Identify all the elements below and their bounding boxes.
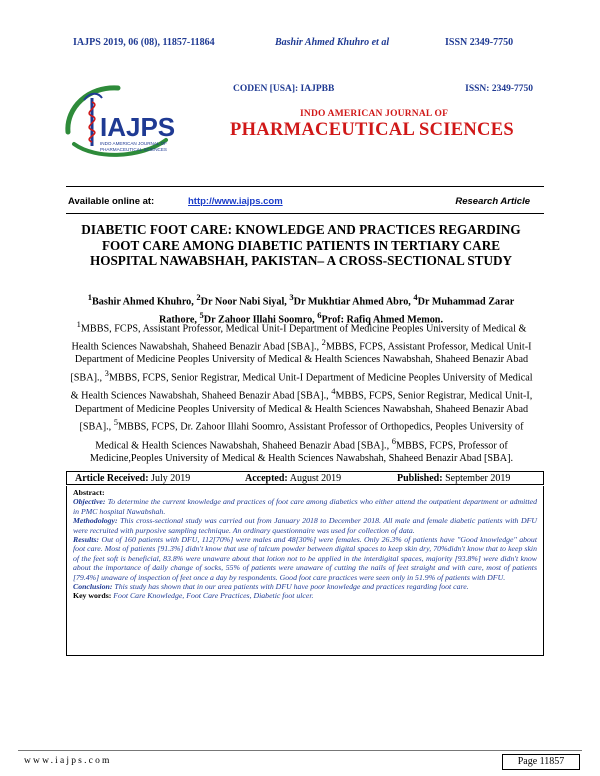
affiliation-item: MBBS, FCPS, Professor of Medicine,Peoples University of Medical & Health Sciences Nawabshah, Shaheed Benazir Abad [SBA].	[89, 439, 514, 464]
accepted-date: Accepted: August 2019	[245, 473, 342, 484]
svg-text:INDO AMERICAN JOURNAL OF: INDO AMERICAN JOURNAL OF	[100, 141, 167, 146]
keywords: Key words: Foot Care Knowledge, Foot Care Practices, Diabetic foot ulcer.	[73, 591, 314, 601]
article-type: Research Article	[455, 196, 530, 207]
affiliation-item: MBBS, FCPS, Assistant Professor, Medical Unit-I Department of Medicine Peoples University of Medical & Health Sciences Nawabshah, Shaheed Benazir Abad [SBA].,	[71, 323, 527, 353]
citation-text: IAJPS 2019, 06 (08), 11857-11864	[73, 37, 215, 48]
abstract-results: Results: Out of 160 patients with DFU, 112[70%] were males and 48[30%] were females. Only 26.3% of patients have "Good knowledge" about foot care. Most of patients [91.3%] didn't know that use of talcum powder between digital spaces to keep skin dry, 70%didn't know that to keep skin of the feet soft is beneficial, 83.8% were unaware about that lotion not to be applied in the interdigital spaces, majority [93.8%] were didn't know about the importance of daily change of socks, 55% of patients were unaware of cutting the nails of feet straight and with care, most of patients [79.4%] unaware of inspection of feet once a day by respondents. Good foot care practices were seen only in 51.9% of patients with DFU.	[73, 535, 538, 582]
author-name: Dr Mukhtiar Ahmed Abro,	[293, 296, 414, 308]
running-author: Bashir Ahmed Khuhro et al	[275, 37, 390, 48]
abstract-heading: Abstract:	[73, 488, 105, 497]
availability-rule	[66, 213, 544, 214]
running-head	[0, 37, 600, 53]
abstract-methodology: Methodology: This cross-sectional study was carried out from January 2018 to December 2018. All male and female diabetic patients with DFU were recruited with purposive sampling technique. An ordinary questionnaire was used for collection of data.	[73, 516, 537, 535]
affiliation-item: MBBS, FCPS, Senior Registrar, Medical Unit-I, Department of Medicine Peoples University of Medical & Health Sciences Nawabshah, Shaheed Benazir Abad [SBA].,	[74, 390, 533, 433]
author-name: Dr Zahoor Illahi Soomro,	[203, 314, 318, 326]
author-name: Prof: Rafiq Ahmed Memon.	[321, 314, 444, 326]
article-dates-bar	[66, 471, 544, 485]
footer-website: www.iajps.com	[24, 756, 112, 766]
logo-emblem-icon	[62, 80, 212, 164]
footer-rule	[18, 750, 582, 751]
journal-subtitle: INDO AMERICAN JOURNAL OF	[300, 109, 449, 119]
journal-logo	[62, 80, 212, 164]
issn-text: ISSN: 2349-7750	[465, 84, 533, 94]
author-name: Bashir Ahmed Khuhro,	[92, 296, 197, 308]
page-footer	[18, 754, 582, 772]
affiliation-item: MBBS, FCPS, Senior Registrar, Medical Unit-I Department of Medicine Peoples University of Medical & Health Sciences Nawabshah, Shaheed Benazir Abad [SBA].,	[70, 372, 533, 402]
affiliation-item: MBBS, FCPS, Dr. Zahoor Illahi Soomro, Assistant Professor of Orthopedics, Peoples University of Medical & Health Sciences Nawabshah, Shaheed Benazir Abad [SBA].,	[95, 421, 524, 451]
author-name: Dr Muhammad Zarar Rathore,	[158, 296, 515, 326]
page-number: Page 11857	[502, 754, 580, 770]
affiliation-item: MBBS, FCPS, Assistant Professor, Medical Unit-I Department of Medicine Peoples University of Medical & Health Sciences Nawabshah, Shaheed Benazir Abad [SBA].,	[70, 341, 532, 384]
author-list: $^1$Bashir Ahmed Khuhro, $^2$Dr Noor Nabi Siyal, $^3$Dr Mukhtiar Ahmed Abro, $^4$Dr Muhammad Zarar Rathore, $^5$Dr Zahoor Illahi Soomro, $^6$Prof: Rafiq Ahmed Memon.	[87, 292, 515, 326]
paper-title: DIABETIC FOOT CARE: KNOWLEDGE AND PRACTICES REGARDING FOOT CARE AMONG DIABETIC PATIENTS IN TERTIARY CARE HOSPITAL NAWABSHAH, PAKISTAN– A CROSS-SECTIONAL STUDY	[81, 222, 521, 268]
running-issn: ISSN 2349-7750	[445, 37, 514, 48]
abstract-objective: Objective: To determine the current knowledge and practices of foot care among diabetics who either attend the outpatient department or admitted in PMC hospital Nawabshah.	[73, 497, 537, 516]
availability-row	[68, 196, 530, 210]
coden-row	[233, 84, 533, 98]
received-date: Article Received: July 2019	[75, 473, 191, 484]
masthead-rule	[66, 186, 544, 187]
coden-text: CODEN [USA]: IAJPBB	[233, 84, 335, 94]
author-name: Dr Noor Nabi Siyal,	[200, 296, 290, 308]
abstract-conclusion: Conclusion: This study has shown that in our area patients with DFU have poor knowledge and practices regarding foot care.	[73, 582, 469, 592]
journal-title: PHARMACEUTICAL SCIENCES	[230, 120, 514, 140]
availability-label: Available online at:	[68, 196, 155, 207]
published-date: Published: September 2019	[397, 473, 511, 484]
affiliation-list: $^1$MBBS, FCPS, Assistant Professor, Medical Unit-I Department of Medicine Peoples University of Medical & Health Sciences Nawabshah, Shaheed Benazir Abad [SBA]., $^2$MBBS, FCPS, Assistant Professor, Medical Unit-I Department of Medicine Peoples University of Medical & Health Sciences Nawabshah, Shaheed Benazir Abad [SBA]., $^3$MBBS, FCPS, Senior Registrar, Medical Unit-I Department of Medicine Peoples University of Medical & Health Sciences Nawabshah, Shaheed Benazir Abad [SBA]., $^4$MBBS, FCPS, Senior Registrar, Medical Unit-I, Department of Medicine Peoples University of Medical & Health Sciences Nawabshah, Shaheed Benazir Abad [SBA]., $^5$MBBS, FCPS, Dr. Zahoor Illahi Soomro, Assistant Professor of Orthopedics, Peoples University of Medical & Health Sciences Nawabshah, Shaheed Benazir Abad [SBA]., $^6$MBBS, FCPS, Professor of Medicine,Peoples University of Medical & Health Sciences Nawabshah, Shaheed Benazir Abad [SBA].	[70, 319, 533, 464]
journal-website-link[interactable]: http://www.iajps.com	[188, 196, 283, 207]
svg-text:IAJPS: IAJPS	[100, 112, 176, 142]
svg-text:PHARMACEUTICAL SCIENCES: PHARMACEUTICAL SCIENCES	[100, 147, 167, 152]
abstract-box	[66, 486, 544, 656]
